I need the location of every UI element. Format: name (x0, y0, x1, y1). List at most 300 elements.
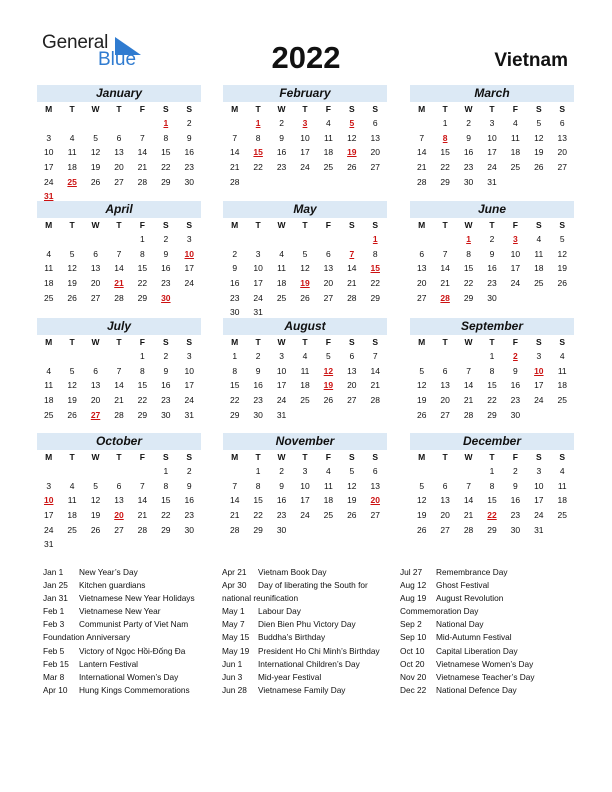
weekday-header: F (512, 337, 518, 347)
holiday-row (43, 592, 195, 605)
empty-day-cell (433, 464, 456, 479)
holiday-row (222, 618, 380, 631)
day-cell: 24 (534, 510, 544, 521)
day-cell: 26 (416, 409, 427, 420)
empty-day-cell (433, 232, 456, 247)
day-cell: 31 (253, 307, 263, 318)
holiday-date: Jul 27 (400, 567, 423, 577)
day-cell: 4 (46, 248, 52, 259)
holiday-day-cell: 2 (513, 351, 518, 361)
day-cell: 17 (534, 495, 544, 506)
holiday-day-cell: 10 (534, 365, 544, 376)
holiday-row (222, 579, 380, 592)
day-cell: 17 (510, 263, 521, 274)
day-cell: 9 (513, 480, 518, 491)
day-cell: 24 (534, 395, 544, 406)
weekday-header: F (139, 220, 145, 230)
day-cell: 13 (90, 380, 101, 391)
day-cell: 16 (161, 263, 171, 274)
day-cell: 5 (536, 118, 542, 128)
day-cell: 9 (163, 365, 169, 376)
weekday-header: S (372, 220, 379, 230)
day-cell: 28 (114, 409, 124, 420)
month-grid (37, 218, 201, 305)
month-grid (37, 450, 201, 552)
day-cell: 7 (442, 248, 448, 259)
holiday-row (43, 566, 195, 579)
month-grid (223, 102, 387, 189)
holiday-column (400, 566, 535, 697)
day-cell: 7 (116, 365, 122, 376)
day-cell: 2 (163, 234, 169, 244)
day-cell: 11 (300, 365, 310, 376)
month-february (223, 85, 387, 189)
day-cell: 20 (557, 147, 567, 158)
holiday-day-cell: 10 (184, 248, 194, 259)
day-cell: 26 (323, 395, 334, 406)
weekday-header: T (489, 220, 495, 230)
day-cell: 9 (466, 132, 471, 143)
day-cell: 20 (323, 278, 334, 289)
weekday-header: T (302, 104, 308, 114)
day-cell: 10 (184, 365, 194, 376)
month-header: May (223, 201, 387, 218)
holiday-day-cell: 1 (466, 234, 471, 244)
month-november (223, 433, 387, 537)
weekday-header: W (277, 220, 286, 230)
day-cell: 2 (279, 466, 284, 476)
month-grid (223, 335, 387, 422)
weekday-header: M (45, 220, 53, 230)
day-cell: 4 (326, 466, 331, 476)
day-cell: 30 (487, 292, 497, 303)
day-cell: 29 (161, 524, 171, 535)
day-cell: 21 (370, 380, 380, 391)
empty-day-cell (60, 349, 83, 364)
day-cell: 23 (276, 510, 287, 521)
empty-day-cell (37, 116, 60, 131)
day-cell: 2 (279, 118, 284, 128)
day-cell: 22 (137, 395, 148, 406)
day-cell: 17 (300, 147, 310, 158)
holiday-date: Apr 21 (222, 567, 247, 577)
day-cell: 23 (510, 510, 521, 521)
day-cell: 21 (137, 510, 148, 521)
day-cell: 31 (276, 409, 287, 420)
day-cell: 28 (463, 409, 474, 420)
weekday-header: M (418, 337, 426, 347)
day-cell: 12 (67, 380, 77, 391)
day-cell: 6 (559, 118, 565, 128)
weekday-header: M (231, 104, 239, 114)
day-cell: 26 (557, 278, 567, 289)
month-april (37, 201, 201, 305)
day-cell: 3 (46, 480, 52, 491)
weekday-header: F (139, 337, 145, 347)
day-cell: 22 (229, 395, 240, 406)
empty-day-cell (410, 464, 433, 479)
weekday-header: S (348, 220, 355, 230)
empty-day-cell (410, 116, 433, 131)
day-cell: 7 (140, 480, 145, 491)
day-cell: 30 (229, 307, 240, 318)
day-cell: 25 (557, 510, 567, 521)
day-cell: 27 (440, 409, 450, 420)
holiday-row (222, 592, 380, 605)
day-cell: 30 (184, 176, 194, 187)
day-cell: 17 (184, 263, 194, 274)
holiday-name: national reunification (222, 593, 299, 604)
holiday-date: Jan 31 (43, 593, 68, 604)
day-cell: 19 (416, 395, 427, 406)
day-cell: 28 (114, 292, 124, 303)
holiday-date: Oct 20 (400, 658, 425, 669)
day-cell: 14 (229, 147, 240, 158)
weekday-header: W (464, 104, 473, 114)
day-cell: 24 (184, 278, 194, 289)
day-cell: 8 (489, 365, 495, 376)
empty-day-cell (107, 116, 130, 131)
day-cell: 19 (557, 263, 567, 274)
holiday-date: Apr 30 (222, 580, 247, 591)
day-cell: 27 (323, 292, 334, 303)
holiday-day-cell: 10 (43, 495, 54, 506)
weekday-header: F (325, 104, 331, 114)
weekday-header: T (116, 337, 122, 347)
day-cell: 20 (440, 395, 450, 406)
holiday-day-cell: 1 (163, 118, 169, 128)
holiday-day-cell: 19 (300, 278, 310, 289)
day-cell: 5 (93, 132, 98, 143)
day-cell: 30 (276, 524, 287, 535)
day-cell: 21 (229, 162, 240, 173)
holiday-name: August Revolution (436, 593, 504, 604)
day-cell: 26 (90, 176, 101, 187)
day-cell: 18 (67, 162, 77, 173)
day-cell: 15 (137, 380, 148, 391)
day-cell: 2 (163, 351, 169, 361)
month-header: December (410, 433, 574, 450)
day-cell: 1 (489, 351, 495, 361)
day-cell: 4 (559, 351, 565, 361)
day-cell: 9 (489, 248, 495, 259)
empty-day-cell (410, 349, 433, 364)
day-cell: 7 (466, 365, 471, 376)
day-cell: 19 (67, 395, 77, 406)
holiday-name: Buddha’s Birthday (258, 632, 326, 643)
day-cell: 24 (300, 162, 310, 173)
day-cell: 28 (370, 395, 380, 406)
holiday-name: Mid-year Festival (258, 671, 322, 682)
day-cell: 4 (559, 466, 565, 476)
day-cell: 30 (161, 409, 171, 420)
holiday-name: Mid-Autumn Festival (436, 632, 512, 643)
day-cell: 23 (161, 395, 171, 406)
month-header: August (223, 318, 387, 335)
empty-day-cell (270, 232, 293, 247)
day-cell: 16 (229, 278, 240, 289)
holiday-row (222, 605, 380, 618)
day-cell: 26 (534, 162, 544, 173)
day-cell: 19 (416, 510, 427, 521)
holiday-date: Jan 1 (43, 567, 64, 577)
holiday-day-cell: 3 (513, 234, 518, 244)
holiday-row (400, 618, 535, 631)
month-october (37, 433, 201, 552)
month-header: September (410, 318, 574, 335)
weekday-header: S (162, 220, 169, 230)
holiday-day-cell: 22 (487, 510, 497, 521)
day-cell: 2 (186, 466, 192, 476)
empty-day-cell (107, 349, 130, 364)
day-cell: 28 (347, 292, 357, 303)
day-cell: 5 (69, 365, 75, 376)
day-cell: 16 (276, 147, 287, 158)
day-cell: 25 (323, 162, 334, 173)
day-cell: 9 (163, 248, 169, 259)
holiday-date: May 19 (222, 645, 250, 656)
day-cell: 13 (370, 132, 380, 143)
day-cell: 12 (416, 495, 427, 506)
day-cell: 27 (557, 162, 567, 173)
day-cell: 15 (487, 380, 497, 391)
empty-day-cell (410, 232, 433, 247)
day-cell: 24 (276, 395, 287, 406)
day-cell: 27 (114, 524, 124, 535)
day-cell: 28 (416, 176, 427, 187)
day-cell: 18 (534, 263, 544, 274)
day-cell: 16 (253, 380, 263, 391)
holiday-date: Feb 5 (43, 645, 65, 656)
day-cell: 3 (302, 466, 308, 476)
weekday-header: T (302, 220, 308, 230)
day-cell: 12 (557, 248, 567, 259)
holiday-date: Sep 10 (400, 632, 427, 643)
day-cell: 9 (186, 132, 192, 143)
day-cell: 22 (440, 162, 450, 173)
day-cell: 21 (416, 162, 427, 173)
day-cell: 4 (536, 234, 542, 244)
day-cell: 14 (416, 147, 427, 158)
month-august (223, 318, 387, 422)
holiday-row (400, 645, 535, 658)
day-cell: 13 (440, 380, 450, 391)
day-cell: 12 (90, 147, 101, 158)
weekday-header: M (231, 337, 239, 347)
day-cell: 8 (140, 365, 145, 376)
day-cell: 29 (487, 524, 497, 535)
weekday-header: T (489, 337, 495, 347)
day-cell: 18 (323, 495, 334, 506)
month-september (410, 318, 574, 422)
day-cell: 8 (372, 248, 378, 259)
holiday-day-cell: 1 (372, 234, 378, 244)
empty-day-cell (37, 349, 60, 364)
weekday-header: T (255, 220, 261, 230)
holiday-day-cell: 12 (323, 365, 334, 376)
day-cell: 29 (463, 292, 474, 303)
day-cell: 15 (253, 495, 263, 506)
holiday-day-cell: 8 (442, 132, 448, 143)
month-june (410, 201, 574, 305)
holiday-day-cell: 31 (43, 191, 54, 202)
day-cell: 11 (277, 263, 286, 274)
day-cell: 12 (67, 263, 77, 274)
day-cell: 10 (276, 365, 287, 376)
day-cell: 12 (300, 263, 310, 274)
day-cell: 19 (67, 278, 77, 289)
day-cell: 3 (46, 132, 52, 143)
day-cell: 30 (510, 409, 521, 420)
day-cell: 3 (536, 466, 542, 476)
holiday-row (222, 566, 380, 579)
holiday-name: New Year’s Day (79, 567, 138, 577)
day-cell: 1 (140, 234, 145, 244)
day-cell: 25 (43, 292, 54, 303)
weekday-header: W (464, 337, 473, 347)
month-header: April (37, 201, 201, 218)
weekday-header: W (277, 337, 286, 347)
weekday-header: W (277, 452, 286, 462)
day-cell: 27 (370, 510, 380, 521)
day-cell: 23 (184, 162, 194, 173)
day-cell: 4 (69, 132, 75, 143)
day-cell: 11 (323, 132, 333, 143)
day-cell: 26 (416, 524, 427, 535)
day-cell: 17 (487, 147, 497, 158)
holiday-date: Jan 25 (43, 580, 68, 591)
weekday-header: T (255, 452, 261, 462)
weekday-header: M (418, 104, 426, 114)
day-cell: 7 (372, 351, 378, 361)
day-cell: 15 (440, 147, 450, 158)
weekday-header: W (91, 337, 100, 347)
weekday-header: S (348, 104, 355, 114)
day-cell: 13 (323, 263, 334, 274)
day-cell: 10 (534, 480, 544, 491)
day-cell: 30 (184, 524, 194, 535)
day-cell: 16 (510, 495, 521, 506)
empty-day-cell (293, 232, 316, 247)
day-cell: 29 (370, 292, 380, 303)
weekday-header: W (464, 452, 473, 462)
weekday-header: T (302, 452, 308, 462)
day-cell: 13 (114, 495, 124, 506)
day-cell: 3 (279, 351, 284, 361)
holiday-date: Dec 22 (400, 684, 427, 695)
day-cell: 4 (326, 118, 331, 128)
day-cell: 29 (229, 409, 240, 420)
holiday-column (222, 566, 380, 697)
empty-day-cell (246, 232, 269, 247)
day-cell: 14 (440, 263, 450, 274)
day-cell: 11 (557, 480, 567, 491)
holiday-name: President Ho Chi Minh’s Birthday (258, 645, 380, 656)
day-cell: 6 (93, 365, 98, 376)
day-cell: 25 (43, 409, 54, 420)
day-cell: 30 (253, 409, 263, 420)
day-cell: 4 (69, 480, 75, 491)
holiday-name: Commemoration Day (400, 606, 479, 617)
day-cell: 8 (163, 480, 169, 491)
day-cell: 2 (466, 118, 471, 128)
holiday-date: Jun 1 (222, 658, 243, 669)
day-cell: 27 (347, 395, 357, 406)
day-cell: 20 (347, 380, 357, 391)
weekday-header: S (372, 452, 379, 462)
day-cell: 27 (440, 524, 450, 535)
holiday-row (400, 592, 535, 605)
day-cell: 23 (276, 162, 287, 173)
day-cell: 23 (184, 510, 194, 521)
day-cell: 16 (184, 495, 194, 506)
day-cell: 17 (300, 495, 310, 506)
day-cell: 3 (489, 118, 495, 128)
empty-day-cell (223, 232, 246, 247)
day-cell: 16 (184, 147, 194, 158)
month-grid (223, 450, 387, 537)
weekday-header: M (231, 220, 239, 230)
day-cell: 10 (300, 480, 310, 491)
empty-day-cell (37, 464, 60, 479)
day-cell: 13 (114, 147, 124, 158)
day-cell: 8 (255, 480, 261, 491)
day-cell: 5 (419, 480, 425, 491)
empty-day-cell (433, 349, 456, 364)
holiday-row (43, 579, 195, 592)
weekday-header: F (139, 452, 145, 462)
day-cell: 2 (232, 248, 238, 259)
weekday-header: W (277, 104, 286, 114)
holiday-name: Day of liberating the South for (258, 580, 368, 591)
day-cell: 21 (463, 510, 474, 521)
day-cell: 17 (43, 162, 54, 173)
day-cell: 1 (140, 351, 145, 361)
day-cell: 28 (137, 524, 148, 535)
day-cell: 25 (534, 278, 544, 289)
day-cell: 6 (116, 132, 122, 143)
day-cell: 18 (557, 495, 567, 506)
day-cell: 28 (229, 176, 240, 187)
holiday-date: May 7 (222, 619, 245, 630)
day-cell: 3 (255, 248, 261, 259)
holiday-day-cell: 15 (253, 147, 263, 158)
day-cell: 29 (137, 409, 148, 420)
weekday-header: W (464, 220, 473, 230)
day-cell: 1 (255, 466, 261, 476)
day-cell: 16 (510, 380, 521, 391)
day-cell: 25 (67, 524, 77, 535)
month-header: July (37, 318, 201, 335)
day-cell: 14 (347, 263, 357, 274)
day-cell: 29 (487, 409, 497, 420)
day-cell: 14 (370, 365, 380, 376)
day-cell: 28 (463, 524, 474, 535)
day-cell: 21 (347, 278, 357, 289)
day-cell: 31 (184, 409, 194, 420)
day-cell: 23 (229, 292, 240, 303)
day-cell: 23 (463, 162, 474, 173)
day-cell: 11 (510, 132, 520, 143)
day-cell: 14 (114, 263, 124, 274)
day-cell: 20 (416, 278, 427, 289)
day-cell: 11 (44, 263, 54, 274)
day-cell: 13 (347, 365, 357, 376)
day-cell: 26 (67, 292, 77, 303)
day-cell: 18 (67, 510, 77, 521)
day-cell: 31 (43, 539, 54, 550)
day-cell: 12 (416, 380, 427, 391)
